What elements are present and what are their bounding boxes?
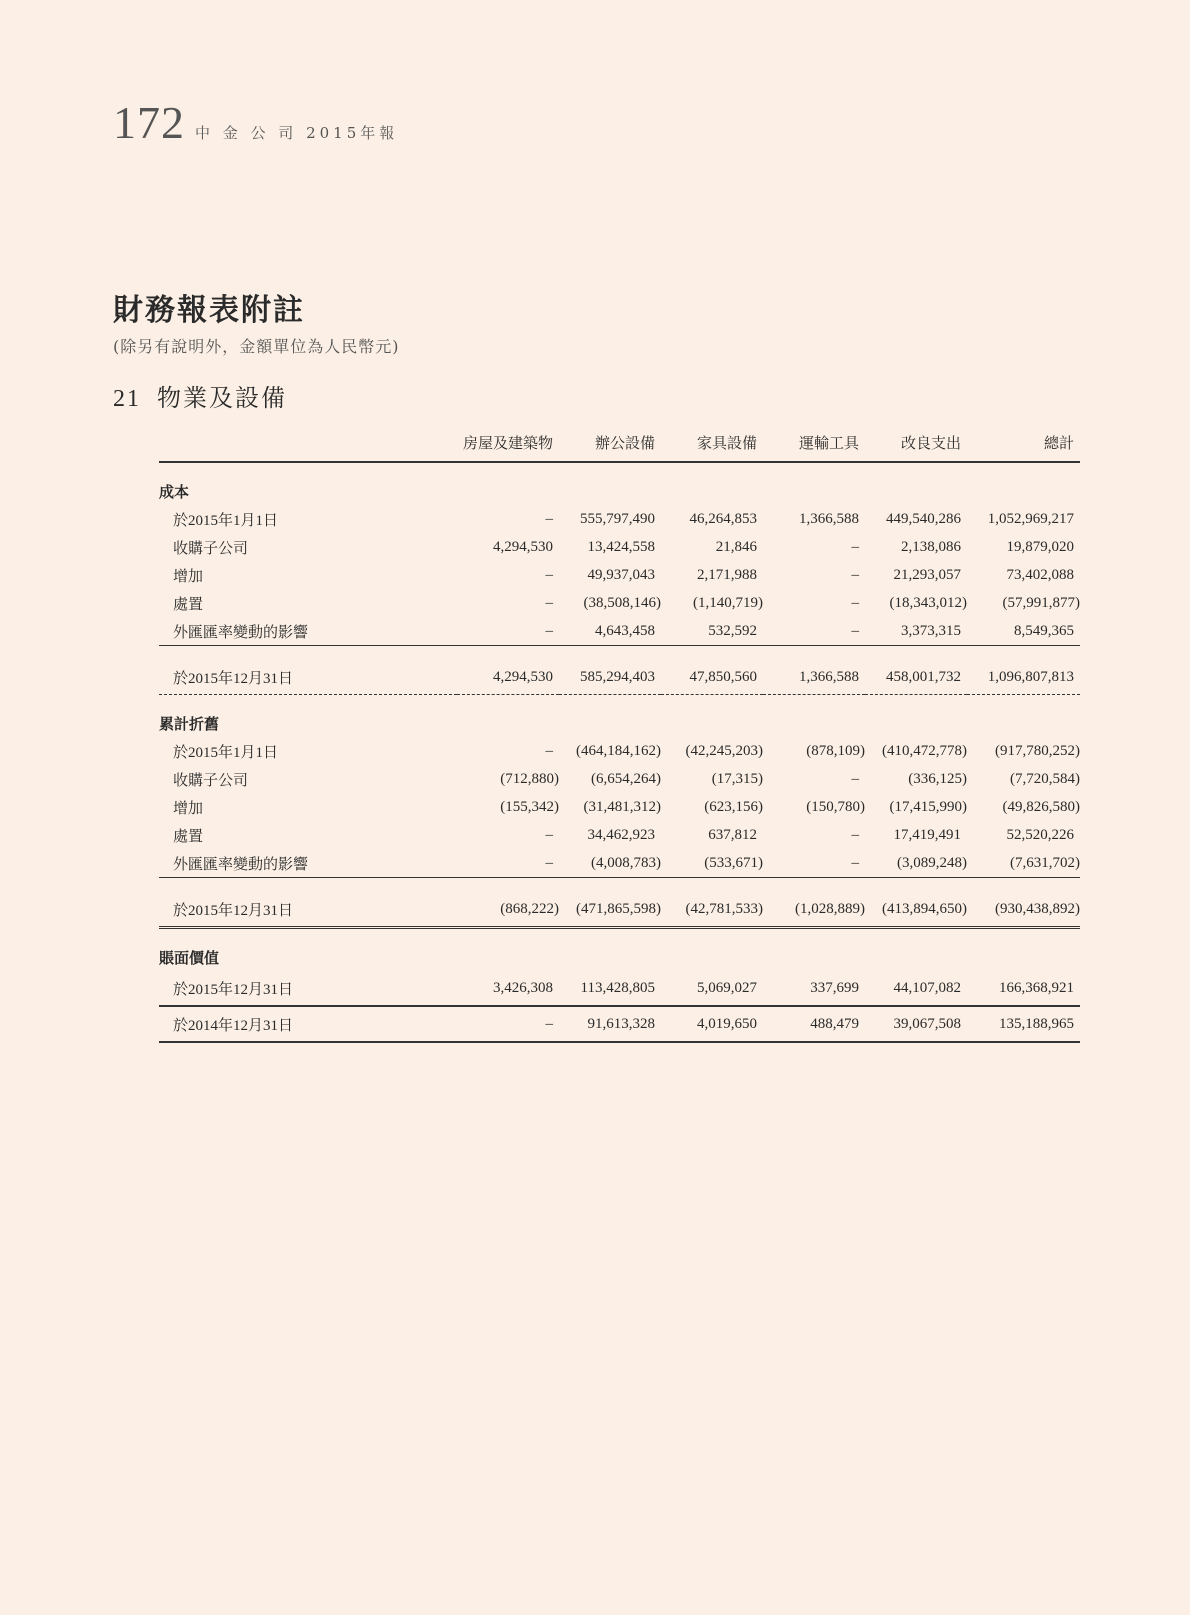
- value-cell: 44,107,082: [865, 971, 967, 1006]
- value-cell: 5,069,027: [661, 971, 763, 1006]
- report-title: 中 金 公 司 2015年報: [195, 124, 399, 142]
- value-cell: –: [457, 1006, 559, 1042]
- value-cell: 49,937,043: [587, 566, 655, 583]
- value-cell: (471,865,598): [559, 892, 661, 928]
- value-cell: 2,171,988: [697, 566, 757, 583]
- spacer-row: [159, 695, 1080, 710]
- section-title: 財務報表附註: [113, 293, 305, 328]
- value-cell: –: [851, 770, 859, 787]
- value-cell: –: [851, 826, 859, 843]
- table-row: [159, 660, 1080, 695]
- value-cell: –: [851, 566, 859, 583]
- spacer-row: [159, 928, 1080, 944]
- value-cell: 34,462,923: [587, 826, 655, 843]
- value-cell: –: [545, 594, 553, 611]
- value-cell: (155,342): [500, 798, 559, 815]
- value-cell: 17,419,491: [893, 826, 961, 843]
- value-cell: 449,540,286: [886, 510, 961, 527]
- value-cell: 47,850,560: [661, 660, 763, 695]
- financial-table: [159, 428, 1080, 1043]
- row-label: 增加: [173, 568, 204, 585]
- row-label: 外匯匯率變動的影響: [173, 624, 309, 641]
- row-label: 於2015年1月1日: [173, 744, 279, 761]
- value-cell: (336,125): [908, 770, 967, 787]
- value-cell: (7,720,584): [1010, 770, 1080, 787]
- value-cell: 458,001,732: [865, 660, 967, 695]
- value-cell: (17,415,990): [889, 798, 967, 815]
- spacer-row: [159, 462, 1080, 477]
- table-row: [159, 505, 1080, 533]
- value-cell: –: [545, 854, 553, 871]
- value-cell: –: [545, 566, 553, 583]
- note-heading: [113, 378, 287, 413]
- value-cell: 1,366,588: [763, 660, 865, 695]
- value-cell: 39,067,508: [865, 1006, 967, 1042]
- column-header: 房屋及建築物: [457, 428, 559, 462]
- value-cell: (3,089,248): [897, 854, 967, 871]
- value-cell: 91,613,328: [559, 1006, 661, 1042]
- column-header: 總計: [967, 428, 1080, 462]
- column-header: 改良支出: [865, 428, 967, 462]
- column-header: 家具設備: [661, 428, 763, 462]
- table-row: [159, 821, 1080, 849]
- group-label: 累計折舊: [159, 716, 220, 733]
- value-cell: 488,479: [763, 1006, 865, 1042]
- value-cell: (464,184,162): [576, 742, 661, 759]
- table-row: [159, 1006, 1080, 1042]
- value-cell: (6,654,264): [591, 770, 661, 787]
- value-cell: (42,245,203): [685, 742, 763, 759]
- value-cell: (38,508,146): [583, 594, 661, 611]
- value-cell: 73,402,088: [1006, 566, 1074, 583]
- group-header-row: [159, 477, 1080, 505]
- value-cell: 2,138,086: [901, 538, 961, 555]
- value-cell: 637,812: [708, 826, 757, 843]
- value-cell: (1,140,719): [693, 594, 763, 611]
- value-cell: (930,438,892): [967, 892, 1080, 928]
- value-cell: (878,109): [806, 742, 865, 759]
- value-cell: –: [545, 742, 553, 759]
- value-cell: 13,424,558: [587, 538, 655, 555]
- value-cell: –: [851, 594, 859, 611]
- value-cell: 337,699: [763, 971, 865, 1006]
- spacer-row: [159, 878, 1080, 893]
- value-cell: 19,879,020: [1006, 538, 1074, 555]
- table-row: [159, 533, 1080, 561]
- value-cell: (868,222): [457, 892, 559, 928]
- row-label: 於2015年12月31日: [159, 892, 457, 928]
- value-cell: (623,156): [704, 798, 763, 815]
- value-cell: –: [545, 510, 553, 527]
- value-cell: 113,428,805: [559, 971, 661, 1006]
- value-cell: (917,780,252): [995, 742, 1080, 759]
- value-cell: (49,826,580): [1002, 798, 1080, 815]
- value-cell: –: [545, 622, 553, 639]
- value-cell: 3,373,315: [901, 622, 961, 639]
- value-cell: –: [851, 854, 859, 871]
- value-cell: 585,294,403: [559, 660, 661, 695]
- value-cell: 8,549,365: [1014, 622, 1074, 639]
- value-cell: 52,520,226: [1006, 826, 1074, 843]
- value-cell: (533,671): [704, 854, 763, 871]
- value-cell: 21,293,057: [893, 566, 961, 583]
- section-subtitle: (除另有說明外，金額單位為人民幣元): [113, 337, 400, 356]
- value-cell: (1,028,889): [763, 892, 865, 928]
- value-cell: (410,472,778): [882, 742, 967, 759]
- value-cell: (31,481,312): [583, 798, 661, 815]
- table-row: [159, 892, 1080, 928]
- value-cell: (18,343,012): [889, 594, 967, 611]
- row-label: 處置: [173, 596, 204, 613]
- property-equipment-table: [159, 428, 1080, 1043]
- value-cell: 1,096,807,813: [967, 660, 1080, 695]
- table-row: [159, 849, 1080, 878]
- header-label-cell: [159, 428, 457, 462]
- column-header: 辦公設備: [559, 428, 661, 462]
- row-label: 於2015年1月1日: [173, 512, 279, 529]
- value-cell: (42,781,533): [661, 892, 763, 928]
- group-label: 賬面價值: [159, 950, 220, 967]
- table-row: [159, 737, 1080, 765]
- value-cell: 3,426,308: [457, 971, 559, 1006]
- page-header: [113, 96, 398, 149]
- value-cell: 4,294,530: [493, 538, 553, 555]
- table-row: [159, 971, 1080, 1006]
- value-cell: 4,294,530: [457, 660, 559, 695]
- note-number: 21: [113, 386, 141, 412]
- table-row: [159, 765, 1080, 793]
- group-label: 成本: [159, 484, 190, 501]
- value-cell: –: [545, 826, 553, 843]
- value-cell: 4,643,458: [595, 622, 655, 639]
- row-label: 於2015年12月31日: [159, 660, 457, 695]
- value-cell: 166,368,921: [967, 971, 1080, 1006]
- row-label: 外匯匯率變動的影響: [173, 856, 309, 873]
- value-cell: 555,797,490: [580, 510, 655, 527]
- value-cell: –: [851, 538, 859, 555]
- group-header-row: [159, 943, 1080, 971]
- table-row: [159, 617, 1080, 646]
- value-cell: 1,366,588: [799, 510, 859, 527]
- value-cell: 4,019,650: [661, 1006, 763, 1042]
- row-label: 增加: [173, 800, 204, 817]
- value-cell: 532,592: [708, 622, 757, 639]
- value-cell: 21,846: [715, 538, 757, 555]
- table-header-row: [159, 428, 1080, 462]
- column-header: 運輸工具: [763, 428, 865, 462]
- value-cell: (413,894,650): [865, 892, 967, 928]
- row-label: 收購子公司: [173, 772, 249, 789]
- table-row: [159, 561, 1080, 589]
- value-cell: –: [851, 622, 859, 639]
- row-label: 於2014年12月31日: [159, 1006, 457, 1042]
- spacer-row: [159, 646, 1080, 661]
- value-cell: 135,188,965: [967, 1006, 1080, 1042]
- value-cell: (150,780): [806, 798, 865, 815]
- value-cell: (57,991,877): [1002, 594, 1080, 611]
- row-label: 處置: [173, 828, 204, 845]
- value-cell: (712,880): [500, 770, 559, 787]
- value-cell: (4,008,783): [591, 854, 661, 871]
- value-cell: (17,315): [711, 770, 763, 787]
- value-cell: 46,264,853: [689, 510, 757, 527]
- value-cell: 1,052,969,217: [987, 510, 1074, 527]
- table-row: [159, 793, 1080, 821]
- value-cell: (7,631,702): [1010, 854, 1080, 871]
- group-header-row: [159, 709, 1080, 737]
- page-number: 172: [113, 97, 185, 148]
- row-label: 收購子公司: [173, 540, 249, 557]
- table-row: [159, 589, 1080, 617]
- note-title: 物業及設備: [157, 384, 287, 412]
- row-label: 於2015年12月31日: [159, 971, 457, 1006]
